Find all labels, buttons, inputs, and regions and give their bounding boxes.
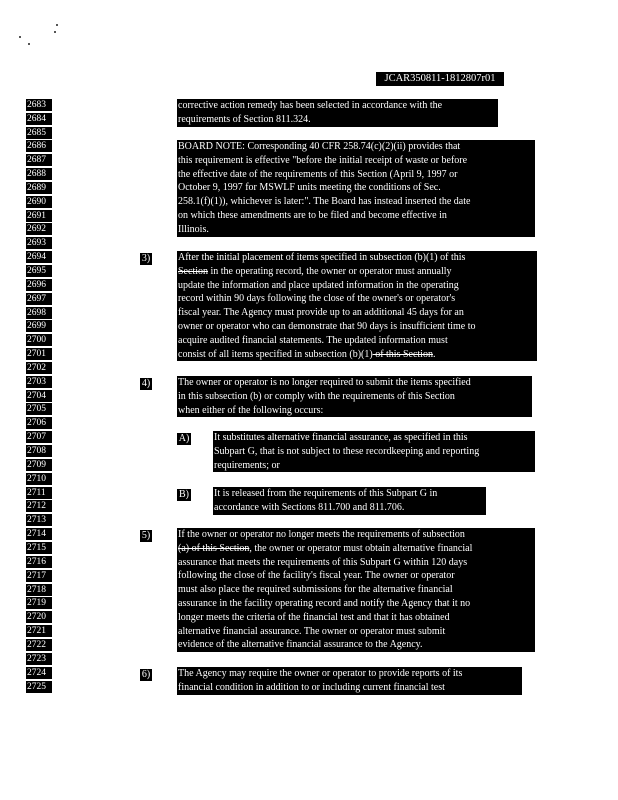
line-number: 2721 <box>26 625 52 637</box>
line-number: 2701 <box>26 348 52 360</box>
text-line: 258.1(f)(1)), whichever is later:". The Board has instead inserted the date <box>178 196 471 208</box>
line-number: 2700 <box>26 334 52 346</box>
text-line: Illinois. <box>178 223 209 235</box>
scan-speck <box>54 31 56 33</box>
text-line: this requirement is effective "before the initial receipt of waste or before <box>178 154 468 166</box>
board-note <box>177 140 535 237</box>
line-number: 2717 <box>26 570 52 582</box>
text-line: longer meets the criteria of the financial test and that it has obtained <box>178 611 450 623</box>
text-line: requirements of Section 811.324. <box>178 113 311 125</box>
scan-speck <box>56 24 58 26</box>
line-number: 2702 <box>26 362 52 374</box>
text-line: on which these amendments are to be filed and become effective in <box>178 209 447 221</box>
line-number: 2683 <box>26 99 52 111</box>
line-number: 2722 <box>26 639 52 651</box>
text-line: evidence of the alternative financial assurance to the Agency. <box>178 639 423 651</box>
text-line: October 9, 1997 for MSWLF units meeting the conditions of Sec. <box>178 182 441 194</box>
text-line: acquire audited financial statements. The updated information must <box>178 334 448 346</box>
text-line <box>178 265 536 279</box>
line-number: 2704 <box>26 390 52 402</box>
line-number: 2708 <box>26 445 52 457</box>
line-number: 2690 <box>26 196 52 208</box>
item-4-paragraph <box>177 376 532 417</box>
line-number: 2686 <box>26 140 52 152</box>
line-number: 2724 <box>26 667 52 679</box>
text-line: in this subsection (b) or comply with the requirements of this Section <box>178 390 455 402</box>
item-4b-label: B) <box>179 489 189 500</box>
line-number: 2723 <box>26 653 52 665</box>
line-number: 2706 <box>26 417 52 429</box>
text-line: financial condition in addition to or including current financial test <box>178 681 445 693</box>
line-number: 2703 <box>26 376 52 388</box>
text-line: update the information and place updated information in the operating <box>178 279 459 291</box>
scan-speck <box>28 43 30 45</box>
item-6-label: 6) <box>141 669 151 680</box>
text-line: assurance in the facility operating record and notify the Agency that it no <box>178 597 471 609</box>
line-number: 2707 <box>26 431 52 443</box>
text-line: must also place the required submissions for the alternative financial <box>178 584 453 596</box>
text-line: owner or operator who can demonstrate that 90 days is insufficient time to <box>178 320 476 332</box>
text-line: corrective action remedy has been selected in accordance with the <box>178 100 443 111</box>
scan-speck <box>19 36 21 38</box>
line-number: 2684 <box>26 113 52 125</box>
line-number: 2691 <box>26 210 52 222</box>
line-number: 2705 <box>26 403 52 415</box>
text-line: If the owner or operator no longer meets the requirements of subsection <box>178 529 465 540</box>
line-number: 2710 <box>26 473 52 485</box>
item-4-label: 4) <box>141 378 151 389</box>
text-fragment: in the operating record, the owner or operator must annually <box>208 265 452 277</box>
item-6-paragraph <box>177 667 522 695</box>
item-4a-paragraph <box>213 431 535 472</box>
line-number: 2718 <box>26 584 52 596</box>
line-number: 2687 <box>26 154 52 166</box>
document-id: JCAR350811-1812807r01 <box>376 72 504 86</box>
struck-text: Section <box>178 265 208 277</box>
text-line: following the close of the facility's fiscal year. The owner or operator <box>178 570 455 582</box>
line-number: 2711 <box>26 487 52 499</box>
item-3-paragraph <box>177 251 537 361</box>
text-line: The Agency may require the owner or operator to provide reports of its <box>178 668 463 679</box>
text-line <box>178 542 534 556</box>
text-fragment: consist of all items specified in subsection (b)(1) <box>178 348 373 360</box>
text-line: It is released from the requirements of this Subpart G in <box>214 488 438 499</box>
text-line <box>178 348 518 362</box>
text-line: alternative financial assurance. The owner or operator must submit <box>178 625 446 637</box>
struck-text: of this Section <box>372 348 433 360</box>
text-line: It substitutes alternative financial assurance, as specified in this <box>214 432 468 443</box>
item-5-label: 5) <box>141 530 151 541</box>
line-number: 2688 <box>26 168 52 180</box>
line-number: 2719 <box>26 597 52 609</box>
text-line: accordance with Sections 811.700 and 811.706. <box>214 501 405 513</box>
text-line: record within 90 days following the close of the owner's or operator's <box>178 293 456 305</box>
text-fragment: , the owner or operator must obtain alternative financial <box>249 542 473 554</box>
line-number: 2693 <box>26 237 52 249</box>
line-number: 2697 <box>26 293 52 305</box>
line-number: 2689 <box>26 182 52 194</box>
text-fragment: . <box>432 348 436 360</box>
item-5-paragraph <box>177 528 535 652</box>
line-number: 2692 <box>26 223 52 235</box>
line-number: 2698 <box>26 307 52 319</box>
line-number: 2696 <box>26 279 52 291</box>
text-line: BOARD NOTE: Corresponding 40 CFR 258.74(c)(2)(ii) provides that <box>178 141 461 152</box>
text-line: After the initial placement of items specified in subsection (b)(1) of this <box>178 252 466 263</box>
line-number: 2720 <box>26 611 52 623</box>
text-line: when either of the following occurs: <box>178 404 324 416</box>
text-line: requirements; or <box>214 459 280 471</box>
paragraph-intro <box>177 99 498 127</box>
line-number: 2713 <box>26 514 52 526</box>
item-4a-label: A) <box>178 433 190 444</box>
line-number: 2714 <box>26 528 52 540</box>
line-number: 2716 <box>26 556 52 568</box>
line-number: 2715 <box>26 542 52 554</box>
text-line: the effective date of the requirements of this Section (April 9, 1997 or <box>178 168 458 180</box>
line-number: 2712 <box>26 500 52 512</box>
item-3-label: 3) <box>141 253 151 264</box>
text-line: Subpart G, that is not subject to these recordkeeping and reporting <box>214 445 480 457</box>
line-number: 2699 <box>26 320 52 332</box>
line-number: 2709 <box>26 459 52 471</box>
line-number: 2725 <box>26 681 52 693</box>
text-line: assurance that meets the requirements of this Subpart G within 120 days <box>178 556 468 568</box>
item-4b-paragraph <box>213 487 486 515</box>
struck-text: (a) of this Section <box>178 542 250 554</box>
text-line: The owner or operator is no longer required to submit the items specified <box>178 377 471 388</box>
line-number: 2694 <box>26 251 52 263</box>
line-number: 2695 <box>26 265 52 277</box>
text-line: fiscal year. The Agency must provide up to an additional 45 days for an <box>178 307 464 319</box>
line-number: 2685 <box>26 127 52 139</box>
